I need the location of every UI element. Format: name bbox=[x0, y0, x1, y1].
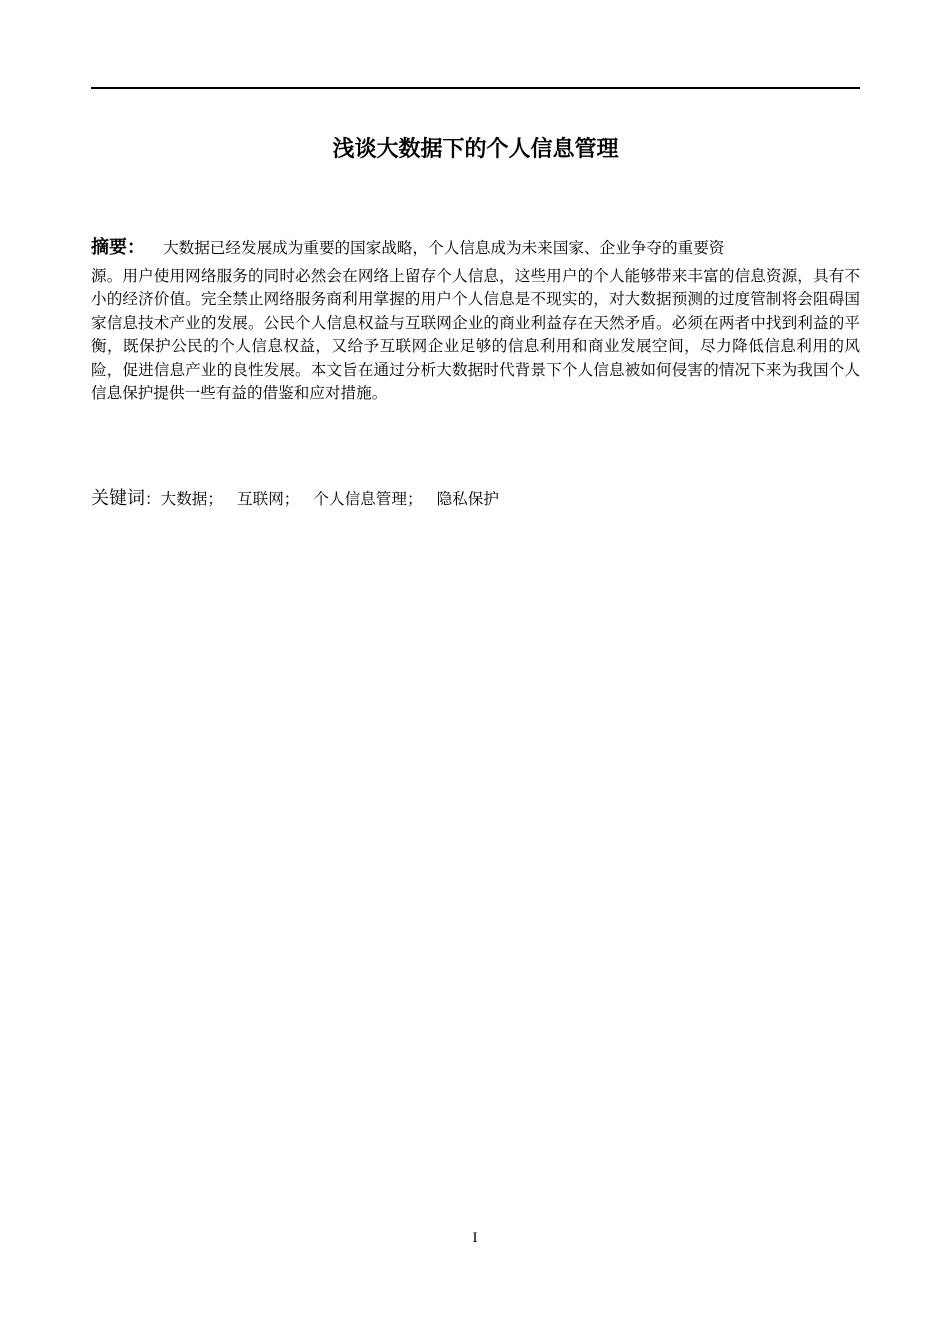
keywords-section bbox=[91, 486, 860, 512]
abstract-first-line bbox=[91, 236, 860, 261]
keyword-item: 隐私保护 bbox=[436, 490, 499, 508]
keyword-item: 互联网； bbox=[237, 490, 300, 508]
keyword-item: 大数据； bbox=[160, 490, 223, 508]
header-rule bbox=[91, 87, 860, 89]
keywords-label: 关键词 bbox=[91, 488, 145, 509]
keyword-item: 个人信息管理； bbox=[313, 490, 423, 508]
keywords-colon: ： bbox=[145, 490, 161, 508]
page-number: I bbox=[472, 1230, 478, 1246]
abstract-section bbox=[91, 236, 860, 406]
abstract-label: 摘要： bbox=[91, 237, 145, 258]
document-title: 浅谈大数据下的个人信息管理 bbox=[332, 137, 619, 162]
abstract-body: 源。用户使用网络服务的同时必然会在网络上留存个人信息，这些用户的个人能够带来丰富的信息资源，具有不小的经济价值。完全禁止网络服务商利用掌握的用户个人信息是不现实的，对大数据预测的过度管制将会阻碍国家信息技术产业的发展。公民个人信息权益与互联网企业的商业利益存在天然矛盾。必须在两者中找到利益的平衡，既保护公民的个人信息权益，又给予互联网企业足够的信息利用和商业发展空间，尽力降低信息利用的风险，促进信息产业的良性发展。本文旨在通过分析大数据时代背景下个人信息被如何侵害的情况下来为我国个人信息保护提供一些有益的借鉴和应对措施。 bbox=[91, 266, 860, 402]
abstract-first-text: 大数据已经发展成为重要的国家战略，个人信息成为未来国家、企业争夺的重要资 bbox=[163, 239, 725, 257]
